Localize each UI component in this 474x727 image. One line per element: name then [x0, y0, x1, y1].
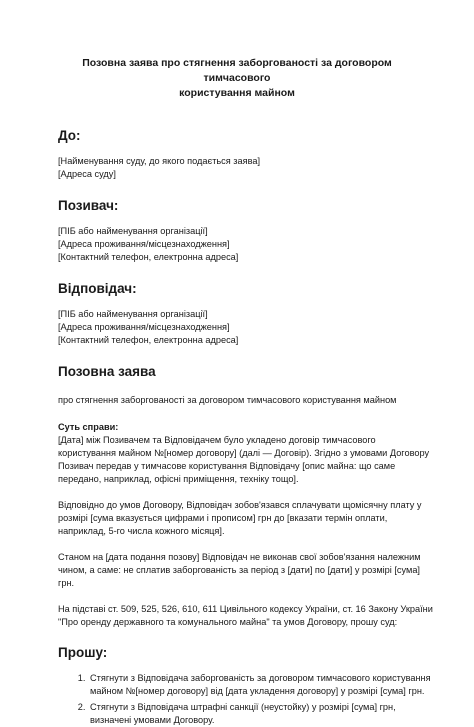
- to-lines: [Найменування суду, до якого подається заява] [Адреса суду]: [58, 156, 261, 179]
- essence-label: Суть справи:: [58, 422, 119, 432]
- essence-paragraph-3: Станом на [дата подання позову] Відповідач не виконав свої зобов'язання належним чином, а саме: не сплатив заборгованість за період з [дати] по [дати] у розмірі [сума] грн.: [58, 552, 421, 588]
- defendant-lines: [ПІБ або найменування організації] [Адреса проживання/місцезнаходження] [Контактний телефон, електронна адреса]: [58, 309, 239, 345]
- essence-paragraph-1: [Дата] між Позивачем та Відповідачем було укладено договір тимчасового користування майном №[номер договору] (далі — Договір). Згідно з умовами Договору Позивач передав у тимчасове користування Відповідачу [опис майна: що саме передано, наприклад, офісні приміщення, техніку тощо].: [58, 435, 430, 484]
- request-list: [58, 672, 431, 727]
- request-heading: Прошу:: [58, 645, 108, 660]
- document-title: Позовна заява про стягнення заборгованості за договором тимчасового користування майном: [82, 57, 392, 99]
- claim-heading: Позовна заява: [58, 364, 156, 379]
- plaintiff-lines: [ПІБ або найменування організації] [Адреса проживання/місцезнаходження] [Контактний телефон, електронна адреса]: [58, 226, 239, 262]
- list-item: 2. Стягнути з Відповідача штрафні санкції (неустойку) у розмірі [сума] грн, визначені умовами Договору.: [88, 701, 416, 727]
- list-item: 1. Стягнути з Відповідача заборгованість за договором тимчасового користування майном №[номер договору] від [дата укладення договору] у розмірі [сума] грн.: [88, 672, 416, 698]
- plaintiff-heading: Позивач:: [58, 198, 119, 213]
- claim-subtitle: про стягнення заборгованості за договором тимчасового користування майном: [58, 395, 397, 405]
- defendant-heading: Відповідач:: [58, 281, 137, 296]
- essence-paragraph-2: Відповідно до умов Договору, Відповідач зобов'язався сплачувати щомісячну плату у розмірі [сума вказується цифрами і прописом] грн до [вказати термін оплати, наприклад, 5-го числа кожного місяця].: [58, 500, 422, 536]
- to-heading: До:: [58, 128, 81, 143]
- essence-paragraph-4: На підставі ст. 509, 525, 526, 610, 611 Цивільного кодексу України, ст. 16 Закону України "Про оренду державного та комунального майна" та умов Договору, прошу суд:: [58, 604, 433, 627]
